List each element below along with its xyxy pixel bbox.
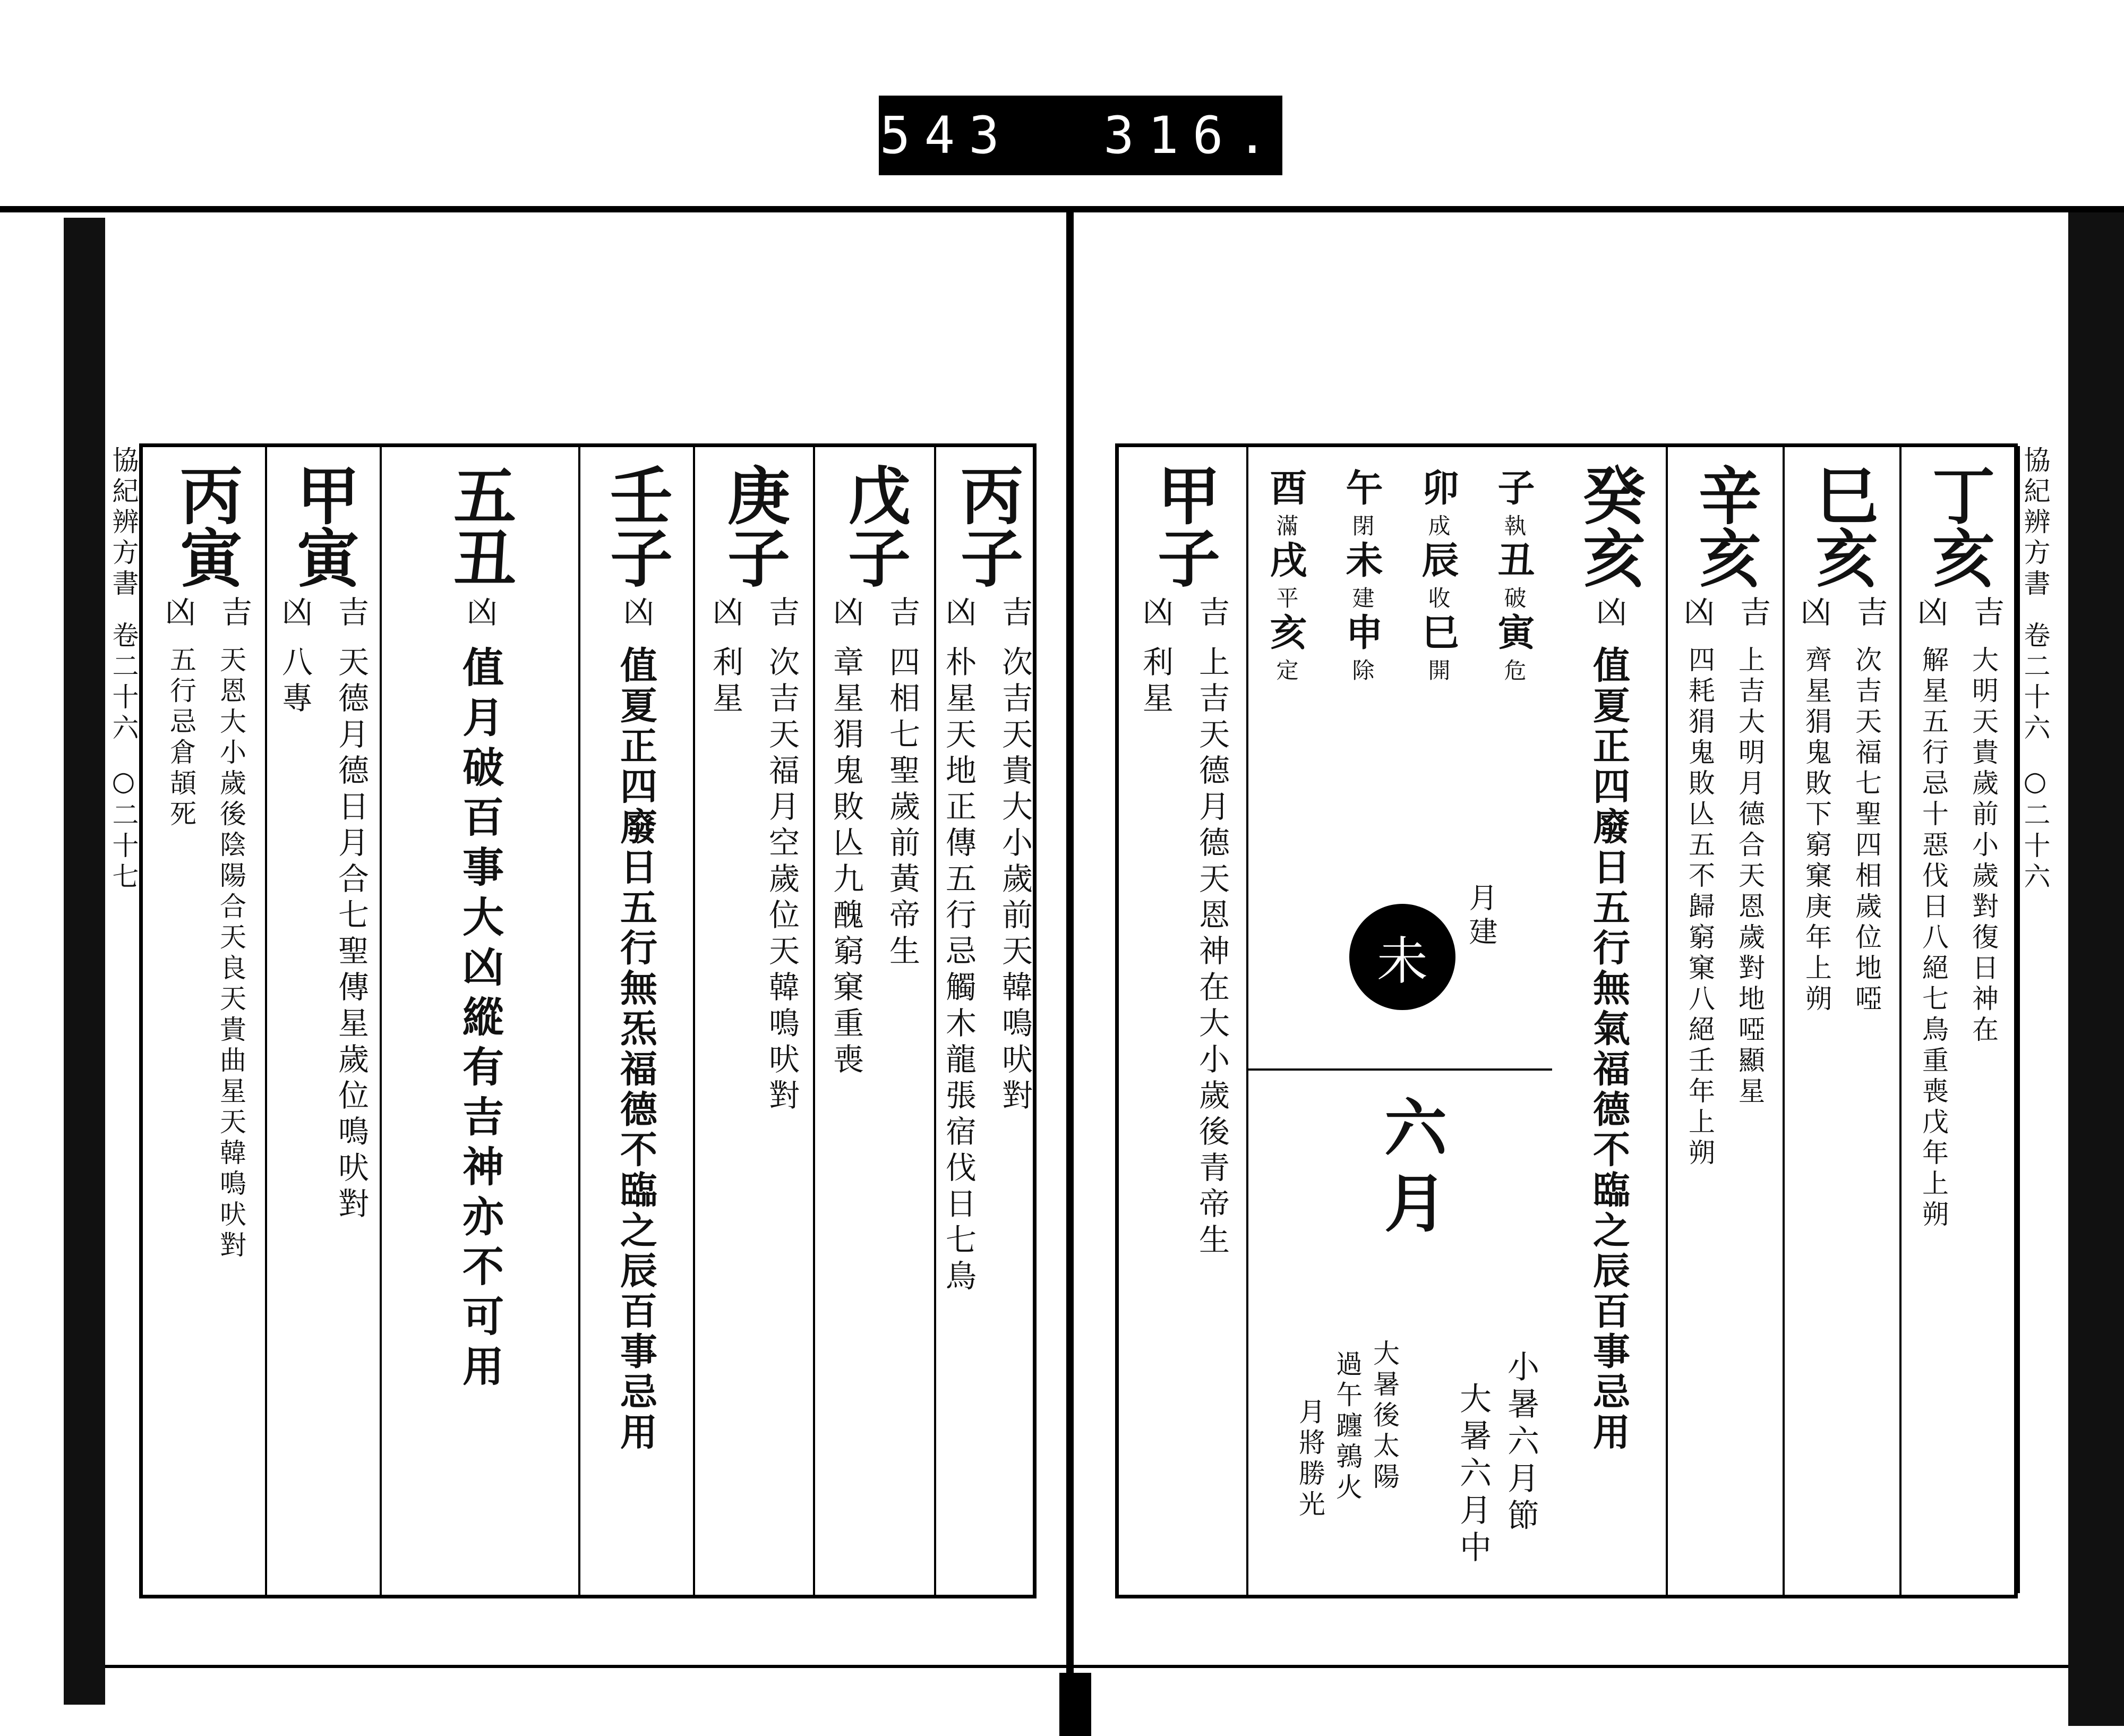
sun-position-note: 過午躔鶉火 [1332, 1350, 1363, 1504]
inauspicious-item: 朴星 [940, 646, 977, 718]
luck-label: 吉 [1852, 596, 1888, 632]
auspicious-item: 鳴吠對 [216, 1169, 246, 1262]
luck-label: 凶 [940, 596, 977, 632]
day-entry-wuzi [815, 447, 933, 1595]
luck-label: 凶 [707, 596, 743, 632]
day-entry-renzi [580, 447, 692, 1595]
officer: 危 [1501, 659, 1527, 685]
inauspicious-item: 九醜 [828, 862, 864, 935]
day-entry-jiayin [267, 447, 379, 1595]
luck-label: 吉 [997, 596, 1033, 632]
luck-label: 凶 [1678, 596, 1715, 632]
sun-position-note: 大暑後太陽 [1369, 1339, 1400, 1493]
month-establish-label: 月建 [1464, 883, 1498, 951]
officer: 成 [1425, 514, 1451, 541]
day-entry-guihai [1554, 447, 1664, 1595]
entry-heading: 五丑 [443, 463, 517, 588]
auspicious-item: 大小歲前 [997, 790, 1033, 935]
luck-label: 吉 [1194, 596, 1230, 632]
inauspicious-item: 八絕 [1684, 985, 1715, 1046]
officer: 閉 [1349, 514, 1375, 541]
left-book-edge [64, 218, 105, 1705]
auspicious-item: 七聖 [333, 899, 369, 971]
entry-heading: 甲子 [1147, 463, 1221, 588]
auspicious-item: 傳星 [333, 971, 369, 1043]
auspicious-item: 陰陽合 [216, 831, 246, 923]
auspicious-item: 曲星 [216, 1046, 246, 1108]
branch: 丑 [1492, 541, 1536, 586]
inauspicious-item: 窮窠 [1684, 923, 1715, 985]
branch: 辰 [1416, 541, 1460, 586]
auspicious-item: 日月合 [333, 790, 369, 899]
auspicious-item: 歲對 [1734, 923, 1765, 985]
inauspicious-item: 解星 [1918, 646, 1949, 707]
branch: 子 [1492, 468, 1536, 514]
auspicious-item: 天德 [333, 646, 369, 718]
left-margin-title: 協紀辨方書 [108, 446, 139, 600]
inauspicious-item: 伐日 [940, 1151, 977, 1224]
auspicious-item: 上吉 [1194, 646, 1230, 718]
auspicious-item: 次吉 [997, 646, 1033, 718]
entry-note: 值月破百事大凶縱有吉神亦不可用 [456, 646, 504, 1395]
right-page-bottom-rule [1074, 1665, 2068, 1668]
branch: 未 [1340, 541, 1384, 586]
auspicious-item: 歲前 [1968, 769, 1999, 831]
auspicious-item: 大小歲後 [1194, 1007, 1230, 1151]
auspicious-item: 地啞 [1851, 954, 1882, 1015]
auspicious-item: 鳴吠對 [764, 1007, 800, 1115]
luck-label: 凶 [160, 596, 196, 632]
auspicious-item: 大小歲後 [216, 707, 246, 831]
auspicious-item: 小歲對 [1968, 831, 1999, 923]
auspicious-item: 天恩 [1734, 861, 1765, 923]
right-margin-rule [2018, 446, 2020, 1593]
right-page-margin-strip [2018, 446, 2052, 1593]
center-gutter [1066, 212, 1074, 1721]
inauspicious-item: 五行忌 [166, 646, 196, 738]
day-entry-xinhai [1668, 447, 1782, 1595]
auspicious-item: 鳴吠對 [333, 1115, 369, 1224]
auspicious-item: 天恩 [216, 646, 246, 707]
auspicious-item: 天恩 [1194, 862, 1230, 935]
scan-number-left: 543 [879, 106, 1014, 165]
right-margin-title: 協紀辨方書 [2019, 446, 2051, 600]
left-margin-folio: ○二十七 [108, 766, 139, 893]
luck-label: 吉 [764, 596, 800, 632]
auspicious-item: 天福 [764, 718, 800, 790]
auspicious-item: 七聖 [1851, 769, 1882, 831]
luck-label: 凶 [1795, 596, 1831, 632]
inauspicious-item: 七鳥 [940, 1224, 977, 1296]
auspicious-item: 月德 [333, 718, 369, 790]
inauspicious-item: 七鳥 [1918, 985, 1949, 1046]
branch-row [1259, 468, 1313, 685]
luck-label: 凶 [461, 596, 498, 632]
entry-heading: 庚子 [717, 463, 791, 588]
right-margin-volume: 卷二十六 [2019, 621, 2051, 745]
solar-term: 大暑六月中 [1454, 1382, 1492, 1568]
day-entry-bingyin [147, 447, 265, 1595]
inauspicious-item: 重喪 [828, 1007, 864, 1079]
officer: 執 [1501, 514, 1527, 541]
entry-heading: 壬子 [599, 463, 673, 588]
luck-label: 吉 [216, 596, 252, 632]
inauspicious-item: 壬年上朔 [1684, 1046, 1715, 1169]
day-entry-dinghai [1902, 447, 2015, 1595]
auspicious-item: 神在 [1968, 985, 1999, 1046]
auspicious-item: 大明 [1968, 646, 1999, 707]
luck-label: 凶 [1591, 596, 1627, 632]
entry-heading: 丙子 [950, 463, 1024, 588]
scan-number-right: 316. [1103, 106, 1282, 165]
officer: 定 [1273, 659, 1299, 685]
entry-heading: 巳亥 [1805, 463, 1879, 588]
auspicious-item: 天韓 [997, 935, 1033, 1007]
auspicious-item: 歲位 [1851, 892, 1882, 954]
inauspicious-item: 窮窠 [828, 935, 864, 1007]
branch: 巳 [1416, 613, 1460, 659]
gutter-shadow [1059, 1673, 1091, 1736]
auspicious-item: 次吉 [764, 646, 800, 718]
entry-heading: 丁亥 [1922, 463, 1995, 588]
auspicious-item: 鳴吠對 [997, 1007, 1033, 1115]
auspicious-item: 地啞 [1734, 985, 1765, 1046]
entry-heading: 戊子 [837, 463, 911, 588]
sun-position-note: 月將勝光 [1295, 1398, 1325, 1521]
scan-number-tag [879, 96, 1282, 175]
inauspicious-item: 章星 [828, 646, 864, 718]
inauspicious-item: 伐日 [1918, 861, 1949, 923]
auspicious-item: 四相 [1851, 831, 1882, 892]
entry-heading: 辛亥 [1688, 463, 1762, 588]
right-book-edge [2068, 212, 2124, 1726]
inauspicious-item: 天地正傳 [940, 718, 977, 862]
inauspicious-item: 戊年上朔 [1918, 1108, 1949, 1231]
officer: 收 [1425, 586, 1451, 613]
officer: 破 [1501, 586, 1527, 613]
branch: 亥 [1264, 613, 1308, 659]
branch: 戌 [1264, 541, 1308, 586]
solar-term: 小暑六月節 [1502, 1350, 1539, 1536]
left-page-margin-strip [106, 446, 140, 1593]
inauspicious-item: 觸木龍 [940, 971, 977, 1079]
officer: 平 [1273, 586, 1299, 613]
left-margin-volume: 卷二十六 [108, 621, 139, 745]
auspicious-item: 天福 [1851, 707, 1882, 769]
luck-label: 吉 [333, 596, 369, 632]
auspicious-item: 復日 [1968, 923, 1999, 985]
auspicious-item: 四相 [884, 646, 920, 718]
left-page-bottom-rule [105, 1665, 1066, 1668]
inauspicious-item: 狷鬼敗亾 [1684, 707, 1715, 831]
inauspicious-item: 庚年上朔 [1801, 892, 1832, 1015]
entry-heading: 癸亥 [1572, 463, 1646, 588]
month-name: 六月 [1374, 1095, 1448, 1246]
branch-row [1487, 468, 1540, 685]
day-entry-jihai [1785, 447, 1898, 1595]
auspicious-item: 次吉 [1851, 646, 1882, 707]
inauspicious-item: 利星 [1137, 646, 1174, 718]
day-entry-bingzi [936, 447, 1037, 1595]
branch: 寅 [1492, 613, 1536, 659]
auspicious-item: 神在 [1194, 935, 1230, 1007]
branch: 午 [1340, 468, 1384, 514]
auspicious-item: 月空 [764, 790, 800, 862]
branch-row [1411, 468, 1464, 685]
branch-row [1335, 468, 1389, 685]
auspicious-item: 青帝生 [1194, 1151, 1230, 1260]
right-margin-folio: ○二十六 [2019, 766, 2051, 893]
month-block-divider [1248, 1068, 1552, 1071]
auspicious-item: 月德合 [1734, 769, 1765, 861]
auspicious-item: 歲位 [764, 862, 800, 935]
top-rule [0, 206, 2124, 212]
inauspicious-item: 倉頡死 [166, 738, 196, 831]
auspicious-item: 七聖 [884, 718, 920, 790]
left-page-frame [139, 443, 1037, 1598]
luck-label: 吉 [1735, 596, 1771, 632]
inauspicious-item: 狷鬼敗下 [1801, 707, 1832, 831]
inauspicious-item: 重喪 [1918, 1046, 1949, 1108]
branch: 卯 [1416, 468, 1460, 514]
officer: 滿 [1273, 514, 1299, 541]
inauspicious-item: 五行忌 [940, 862, 977, 971]
auspicious-item: 歲位 [333, 1043, 369, 1115]
inauspicious-item: 八絕 [1918, 923, 1949, 985]
branch-table [1259, 468, 1540, 685]
day-entry-jiazi [1123, 447, 1244, 1595]
auspicious-item: 天貴 [1968, 707, 1999, 769]
luck-label: 吉 [1968, 596, 2005, 632]
auspicious-item: 天貴 [997, 718, 1033, 790]
auspicious-item: 黃帝生 [884, 862, 920, 971]
inauspicious-item: 十惡 [1918, 800, 1949, 861]
officer: 除 [1349, 659, 1375, 685]
inauspicious-item: 齊星 [1801, 646, 1832, 707]
inauspicious-item: 五行忌 [1918, 707, 1949, 800]
auspicious-item: 顯星 [1734, 1046, 1765, 1108]
inauspicious-item: 張宿 [940, 1079, 977, 1151]
month-branch-seal: 未 [1349, 904, 1455, 1010]
auspicious-item: 歲前 [884, 790, 920, 862]
auspicious-item: 天韓 [764, 935, 800, 1007]
luck-label: 凶 [828, 596, 864, 632]
branch: 申 [1340, 613, 1384, 659]
luck-label: 凶 [618, 596, 654, 632]
inauspicious-item: 八專 [277, 646, 313, 718]
luck-label: 凶 [1137, 596, 1174, 632]
inauspicious-item: 五不歸 [1684, 831, 1715, 923]
auspicious-item: 大明 [1734, 707, 1765, 769]
officer: 建 [1349, 586, 1375, 613]
entry-heading: 甲寅 [286, 463, 360, 588]
branch: 酉 [1264, 468, 1308, 514]
luck-label: 凶 [1912, 596, 1948, 632]
inauspicious-item: 利星 [707, 646, 743, 718]
right-page-frame [1115, 443, 2018, 1598]
auspicious-item: 天德 [1194, 718, 1230, 790]
entry-note: 值夏正四廢日五行無炁福德不臨之辰百事忌用 [614, 646, 658, 1453]
inauspicious-item: 四耗 [1684, 646, 1715, 707]
auspicious-item: 月德 [1194, 790, 1230, 862]
auspicious-item: 天貴 [216, 985, 246, 1046]
luck-label: 吉 [884, 596, 920, 632]
day-entry-gengzi [695, 447, 812, 1595]
inauspicious-item: 狷鬼敗亾 [828, 718, 864, 862]
inauspicious-item: 窮窠 [1801, 831, 1832, 892]
month-block [1248, 447, 1552, 1595]
auspicious-item: 上吉 [1734, 646, 1765, 707]
entry-note: 值夏正四廢日五行無氣福德不臨之辰百事忌用 [1587, 646, 1631, 1453]
auspicious-item: 天韓 [216, 1108, 246, 1169]
entry-heading: 丙寅 [169, 463, 243, 588]
officer: 開 [1425, 659, 1451, 685]
auspicious-item: 天良 [216, 923, 246, 985]
luck-label: 凶 [277, 596, 313, 632]
day-entry-wuchou [382, 447, 577, 1595]
